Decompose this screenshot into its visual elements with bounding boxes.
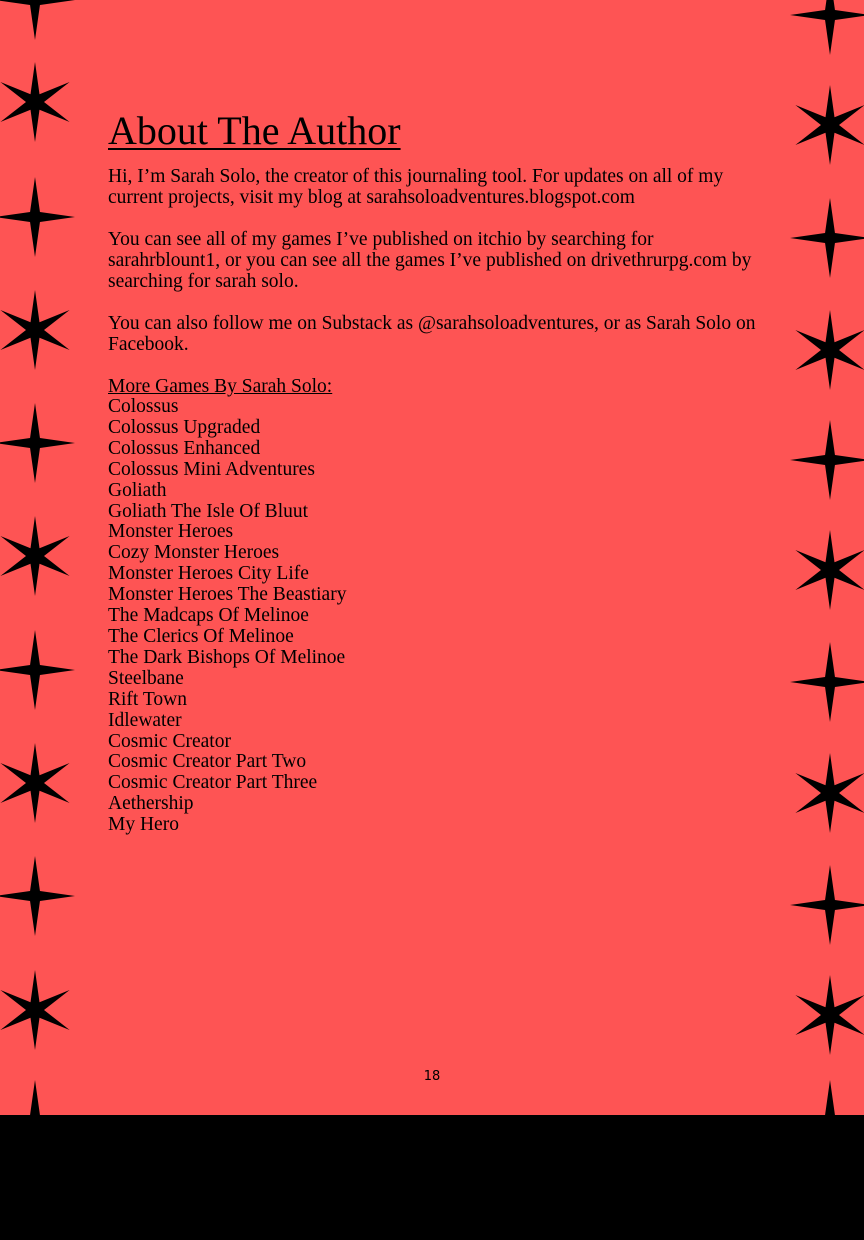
game-list-item: Goliath The Isle Of Bluut — [108, 500, 309, 522]
game-list-item: Monster Heroes City Life — [108, 563, 309, 585]
four-point-star-icon — [0, 848, 83, 944]
page-title: About The Author — [108, 108, 401, 153]
game-list-item: Colossus — [108, 396, 179, 417]
game-list-item: Cosmic Creator Part Two — [108, 751, 307, 773]
six-point-star-icon — [0, 735, 83, 831]
intro-paragraph: Hi, I’m Sarah Solo, the creator of this journaling tool. For updates on all of my current projects, visit my blog at sarahsoloadventures.blogspot.com — [108, 166, 724, 208]
social-paragraph: You can also follow me on Substack as @sarahsoloadventures, or as Sarah Solo on Facebook. — [108, 313, 756, 355]
four-point-star-icon — [782, 634, 864, 730]
six-point-star-icon — [782, 77, 864, 173]
game-list-item: Rift Town — [108, 688, 187, 710]
game-list-item: Colossus Mini Adventures — [108, 458, 315, 480]
game-list-item: Idlewater — [108, 709, 182, 731]
more-games-section — [108, 376, 758, 836]
four-point-star-icon — [0, 169, 83, 265]
game-list-item: My Hero — [108, 814, 179, 836]
six-point-star-icon — [0, 508, 83, 604]
four-point-star-icon — [0, 0, 83, 48]
six-point-star-icon — [782, 302, 864, 398]
more-games-heading: More Games By Sarah Solo: — [108, 376, 333, 397]
game-list-item: Colossus Enhanced — [108, 437, 261, 459]
four-point-star-icon — [0, 395, 83, 491]
game-list-item: Monster Heroes — [108, 521, 234, 543]
game-list-item: Steelbane — [108, 667, 184, 689]
game-list-item: Cosmic Creator — [108, 730, 231, 752]
game-list-item: Monster Heroes The Beastiary — [108, 584, 347, 606]
four-point-star-icon — [782, 190, 864, 286]
six-point-star-icon — [0, 54, 83, 150]
game-list-item: Colossus Upgraded — [108, 416, 261, 438]
game-list-item: The Dark Bishops Of Melinoe — [108, 646, 346, 668]
publishing-paragraph: You can see all of my games I’ve published on itchio by searching for sarahrblount1, or you can see all the games I’ve published on drivethrurpg.com by searching for sarah solo. — [108, 229, 752, 292]
game-list-item: Goliath — [108, 479, 167, 501]
six-point-star-icon — [782, 745, 864, 841]
game-list-item: Aethership — [108, 793, 194, 815]
six-point-star-icon — [782, 967, 864, 1063]
six-point-star-icon — [782, 522, 864, 618]
game-list-item: The Clerics Of Melinoe — [108, 625, 294, 647]
games-list — [108, 397, 758, 836]
game-list-item: The Madcaps Of Melinoe — [108, 605, 309, 627]
page-content — [108, 108, 758, 836]
six-point-star-icon — [0, 282, 83, 378]
six-point-star-icon — [0, 962, 83, 1058]
four-point-star-icon — [782, 412, 864, 508]
four-point-star-icon — [782, 857, 864, 953]
game-list-item: Cosmic Creator Part Three — [108, 772, 318, 794]
game-list-item: Cozy Monster Heroes — [108, 542, 280, 564]
four-point-star-icon — [782, 0, 864, 63]
four-point-star-icon — [0, 622, 83, 718]
page-number: 18 — [423, 1069, 441, 1084]
